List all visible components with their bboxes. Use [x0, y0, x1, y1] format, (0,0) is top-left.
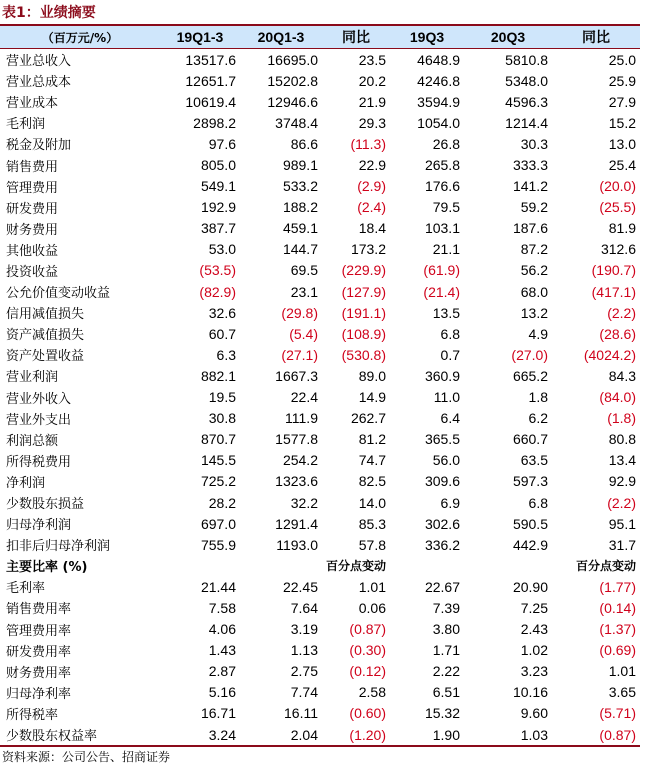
cell-value: (191.1): [341, 304, 386, 321]
cell-value: 28.2: [208, 494, 236, 511]
cell-value: 10619.4: [185, 93, 236, 110]
cell-value: 1323.6: [275, 473, 318, 490]
cell-value: 15.2: [608, 114, 636, 131]
cell-value: 144.7: [282, 241, 318, 258]
cell-value: 1.02: [520, 642, 548, 659]
cell-value: 3.65: [608, 684, 636, 701]
cell-value: 111.9: [285, 410, 318, 427]
cell-value: (2.4): [357, 199, 386, 216]
header-unit: （百万元/%）: [0, 25, 160, 49]
table-row: [0, 597, 640, 618]
cell-value: (4024.2): [583, 346, 636, 363]
table-row: [0, 260, 640, 281]
header-20q3: 20Q3: [464, 25, 552, 49]
table-row: [0, 640, 640, 661]
cell-value: (82.9): [199, 283, 236, 300]
cell-value: 6.9: [440, 494, 460, 511]
cell-value: 2.04: [240, 724, 322, 746]
cell-value: 1577.8: [275, 431, 318, 448]
cell-value: (0.69): [599, 642, 636, 659]
ratio-note-right: 百分点变动: [575, 559, 636, 574]
table-row: [0, 661, 640, 682]
table-row: [0, 239, 640, 260]
cell-value: 5810.8: [505, 51, 548, 68]
cell-value: 16695.0: [267, 51, 318, 68]
table-title: 表1：业绩摘要: [2, 5, 96, 21]
cell-value: 13.5: [432, 304, 460, 321]
cell-value: 365.5: [424, 431, 460, 448]
cell-value: 459.1: [282, 220, 318, 237]
row-label: 毛利润: [6, 117, 46, 133]
cell-value: 6.3: [216, 346, 236, 363]
cell-value: (108.9): [341, 325, 386, 342]
cell-value: (0.60): [349, 705, 386, 722]
cell-value: 56.2: [520, 262, 548, 279]
cell-value: 265.8: [424, 157, 460, 174]
cell-value: 442.9: [512, 536, 548, 553]
cell-value: 29.3: [358, 114, 386, 131]
cell-value: 103.1: [424, 220, 460, 237]
cell-value: 387.7: [200, 220, 236, 237]
cell-value: 989.1: [282, 157, 318, 174]
cell-value: 665.2: [512, 367, 548, 384]
cell-value: 92.9: [608, 473, 636, 490]
table-row: [0, 387, 640, 408]
cell-value: (5.4): [289, 325, 318, 342]
cell-value: 89.0: [358, 367, 386, 384]
table-row: [0, 133, 640, 154]
cell-value: 1.01: [608, 663, 636, 680]
header-row: [0, 25, 640, 49]
cell-value: 1193.0: [276, 536, 318, 553]
cell-value: 1667.3: [275, 367, 318, 384]
table-row: [0, 70, 640, 91]
cell-value: 7.25: [520, 599, 548, 616]
cell-value: (1.77): [599, 578, 636, 595]
cell-value: 262.7: [350, 410, 386, 427]
cell-value: 590.5: [512, 515, 548, 532]
cell-value: 22.9: [358, 157, 386, 174]
cell-value: (229.9): [341, 262, 386, 279]
row-label: 营业总成本: [6, 75, 72, 91]
row-label: 研发费用率: [6, 644, 72, 660]
cell-value: 13.4: [608, 452, 636, 469]
row-label: 信用减值损失: [6, 307, 85, 323]
cell-value: 302.6: [424, 515, 460, 532]
cell-value: (2.9): [357, 178, 386, 195]
cell-value: 3.23: [520, 663, 548, 680]
cell-value: 79.5: [432, 199, 460, 216]
cell-value: 13517.6: [185, 51, 236, 68]
table-row: [0, 492, 640, 513]
cell-value: 1.01: [358, 578, 386, 595]
cell-value: 1.8: [528, 389, 548, 406]
cell-value: (11.3): [350, 135, 386, 152]
cell-value: 21.44: [200, 578, 236, 595]
table-row: [0, 176, 640, 197]
table-row: [0, 534, 640, 555]
table-row: [0, 197, 640, 218]
cell-value: 26.8: [432, 135, 460, 152]
cell-value: 3748.4: [275, 114, 318, 131]
cell-value: 188.2: [282, 199, 318, 216]
cell-value: 30.8: [208, 410, 236, 427]
cell-value: 192.9: [200, 199, 236, 216]
cell-value: 25.9: [608, 72, 636, 89]
cell-value: 9.60: [520, 705, 548, 722]
cell-value: 697.0: [200, 515, 236, 532]
cell-value: 27.9: [608, 93, 636, 110]
cell-value: 15202.8: [267, 72, 318, 89]
row-label: 营业利润: [6, 370, 59, 386]
cell-value: 1214.4: [505, 114, 548, 131]
cell-value: 7.64: [290, 599, 318, 616]
table-row: [0, 218, 640, 239]
cell-value: 10.16: [512, 684, 548, 701]
cell-value: (1.20): [322, 724, 390, 746]
row-label: 其他收益: [6, 243, 59, 259]
cell-value: (61.9): [423, 262, 460, 279]
cell-value: 84.3: [608, 367, 636, 384]
row-label: 营业总收入: [6, 54, 72, 70]
cell-value: (28.6): [599, 325, 636, 342]
table-row: [0, 429, 640, 450]
cell-value: (27.1): [281, 346, 318, 363]
cell-value: 5.16: [208, 684, 236, 701]
cell-value: (0.87): [552, 724, 640, 746]
cell-value: 81.9: [608, 220, 636, 237]
cell-value: 59.2: [520, 199, 548, 216]
cell-value: 11.0: [433, 389, 460, 406]
cell-value: 1.71: [432, 642, 460, 659]
cell-value: (2.2): [607, 304, 636, 321]
table-row: [0, 91, 640, 112]
table-row: [0, 408, 640, 429]
cell-value: (2.2): [607, 494, 636, 511]
cell-value: 755.9: [200, 536, 236, 553]
row-label: 研发费用: [6, 201, 59, 217]
cell-value: (20.0): [599, 178, 636, 195]
cell-value: 882.1: [200, 367, 236, 384]
cell-value: (0.87): [349, 621, 386, 638]
row-label: 管理费用率: [6, 623, 72, 639]
cell-value: (84.0): [599, 389, 636, 406]
cell-value: 14.0: [358, 494, 386, 511]
row-label: 所得税费用: [6, 454, 72, 470]
cell-value: 4.06: [208, 621, 236, 638]
cell-value: 187.6: [512, 220, 548, 237]
cell-value: 660.7: [512, 431, 548, 448]
cell-value: 16.71: [200, 705, 236, 722]
cell-value: 3.19: [290, 621, 318, 638]
cell-value: 86.6: [290, 135, 318, 152]
cell-value: (27.0): [511, 346, 548, 363]
cell-value: (417.1): [591, 283, 636, 300]
cell-value: 74.7: [358, 452, 386, 469]
cell-value: 597.3: [512, 473, 548, 490]
ratio-section-header: [0, 555, 640, 576]
row-label: 管理费用: [6, 180, 59, 196]
header-20q1-3: 20Q1-3: [240, 25, 322, 49]
cell-value: 60.7: [208, 325, 236, 342]
cell-value: 57.8: [358, 536, 386, 553]
row-label: 少数股东权益率: [0, 724, 160, 746]
cell-value: 6.51: [432, 684, 460, 701]
cell-value: 7.58: [208, 599, 236, 616]
financial-summary-table: [0, 24, 640, 747]
cell-value: 14.9: [358, 389, 386, 406]
cell-value: 53.0: [208, 241, 236, 258]
header-19q1-3: 19Q1-3: [160, 25, 240, 49]
table-row: [0, 154, 640, 175]
cell-value: 1054.0: [417, 114, 460, 131]
cell-value: 82.5: [358, 473, 386, 490]
row-label: 扣非后归母净利润: [6, 539, 111, 555]
table-row: [0, 576, 640, 597]
cell-value: 4596.3: [505, 93, 548, 110]
cell-value: 1.13: [290, 642, 318, 659]
table-row: [0, 513, 640, 534]
cell-value: 13.2: [520, 304, 548, 321]
cell-value: 21.9: [358, 93, 386, 110]
cell-value: 1.43: [208, 642, 236, 659]
cell-value: 533.2: [282, 178, 318, 195]
cell-value: 1291.4: [275, 515, 318, 532]
cell-value: 5348.0: [505, 72, 548, 89]
cell-value: 1.03: [464, 724, 552, 746]
header-19q3: 19Q3: [390, 25, 464, 49]
row-label: 公允价值变动收益: [6, 286, 111, 302]
cell-value: 309.6: [424, 473, 460, 490]
cell-value: 97.6: [208, 135, 236, 152]
row-label: 营业外收入: [6, 391, 72, 407]
table-row: [0, 302, 640, 323]
cell-value: 2.75: [290, 663, 318, 680]
table-row: [0, 450, 640, 471]
row-label: 投资收益: [6, 264, 59, 280]
cell-value: 1.90: [390, 724, 464, 746]
cell-value: 32.2: [290, 494, 318, 511]
cell-value: 20.90: [512, 578, 548, 595]
cell-value: 3.24: [160, 724, 240, 746]
cell-value: 85.3: [358, 515, 386, 532]
cell-value: 20.2: [358, 72, 386, 89]
cell-value: 63.5: [520, 452, 548, 469]
cell-value: (127.9): [341, 283, 386, 300]
cell-value: 7.39: [432, 599, 460, 616]
cell-value: 870.7: [200, 431, 236, 448]
row-label: 资产处置收益: [6, 349, 85, 365]
cell-value: 176.6: [424, 178, 460, 195]
cell-value: 6.8: [528, 494, 548, 511]
cell-value: 15.32: [424, 705, 460, 722]
source-note: 资料来源：公司公告、招商证券: [2, 750, 171, 764]
table-row: [0, 471, 640, 492]
cell-value: 68.0: [520, 283, 548, 300]
cell-value: 80.8: [608, 431, 636, 448]
cell-value: 4648.9: [417, 51, 460, 68]
cell-value: (190.7): [591, 262, 636, 279]
cell-value: 6.4: [440, 410, 460, 427]
cell-value: 0.7: [440, 346, 460, 363]
table-row: [0, 619, 640, 640]
table-row: [0, 682, 640, 703]
table-row: [0, 281, 640, 302]
cell-value: 725.2: [200, 473, 236, 490]
row-label: 利润总额: [6, 433, 59, 449]
cell-value: 2.43: [520, 621, 548, 638]
cell-value: 23.5: [358, 51, 386, 68]
cell-value: 30.3: [520, 135, 548, 152]
cell-value: 336.2: [424, 536, 460, 553]
ratio-section-label: 主要比率 (%): [6, 560, 88, 576]
cell-value: (0.12): [349, 663, 386, 680]
cell-value: 4246.8: [417, 72, 460, 89]
header-yoy-1: 同比: [322, 25, 390, 49]
cell-value: 87.2: [520, 241, 548, 258]
cell-value: 25.0: [608, 51, 636, 68]
table-row: [0, 49, 640, 71]
cell-value: 18.4: [358, 220, 386, 237]
table-row: [0, 323, 640, 344]
cell-value: (25.5): [599, 199, 636, 216]
row-label: 归母净利率: [6, 686, 72, 702]
ratio-note-left: 百分点变动: [326, 559, 387, 574]
cell-value: 95.1: [608, 515, 636, 532]
cell-value: 0.06: [358, 599, 386, 616]
row-label: 归母净利润: [6, 518, 72, 534]
cell-value: 25.4: [608, 157, 636, 174]
cell-value: 141.2: [512, 178, 548, 195]
cell-value: 173.2: [350, 241, 386, 258]
row-label: 净利润: [6, 475, 46, 491]
cell-value: 31.7: [608, 536, 636, 553]
cell-value: 13.0: [608, 135, 636, 152]
table-row: [0, 112, 640, 133]
cell-value: 3594.9: [417, 93, 460, 110]
cell-value: 2.22: [432, 663, 460, 680]
row-label: 营业外支出: [6, 412, 72, 428]
cell-value: (53.5): [199, 262, 236, 279]
cell-value: 56.0: [432, 452, 460, 469]
cell-value: 22.4: [290, 389, 318, 406]
cell-value: 360.9: [424, 367, 460, 384]
cell-value: (29.8): [281, 304, 318, 321]
table-row: [0, 724, 640, 746]
cell-value: (5.71): [599, 705, 636, 722]
cell-value: (0.30): [349, 642, 386, 659]
row-label: 财务费用率: [6, 665, 72, 681]
cell-value: 254.2: [282, 452, 318, 469]
row-label: 少数股东损益: [6, 497, 85, 513]
row-label: 毛利率: [6, 581, 46, 597]
cell-value: (21.4): [423, 283, 460, 300]
cell-value: (0.14): [599, 599, 636, 616]
cell-value: 12651.7: [185, 72, 236, 89]
table-row: [0, 703, 640, 724]
cell-value: 21.1: [432, 241, 460, 258]
cell-value: 69.5: [290, 262, 318, 279]
row-label: 税金及附加: [6, 138, 72, 154]
cell-value: (1.8): [607, 410, 636, 427]
cell-value: 4.9: [528, 325, 548, 342]
row-label: 资产减值损失: [6, 328, 85, 344]
cell-value: 22.45: [282, 578, 318, 595]
cell-value: 805.0: [200, 157, 236, 174]
row-label: 所得税率: [6, 707, 59, 723]
cell-value: 3.80: [432, 621, 460, 638]
cell-value: 22.67: [424, 578, 460, 595]
cell-value: 2.87: [208, 663, 236, 680]
row-label: 营业成本: [6, 96, 59, 112]
row-label: 销售费用率: [6, 602, 72, 618]
cell-value: 2.58: [358, 684, 386, 701]
table-row: [0, 344, 640, 365]
row-label: 财务费用: [6, 222, 59, 238]
cell-value: (1.37): [599, 621, 636, 638]
cell-value: 6.2: [528, 410, 548, 427]
row-label: 销售费用: [6, 159, 59, 175]
cell-value: 81.2: [358, 431, 386, 448]
cell-value: 32.6: [208, 304, 236, 321]
cell-value: 16.11: [284, 705, 318, 722]
table-row: [0, 365, 640, 386]
cell-value: 2898.2: [193, 114, 236, 131]
cell-value: 19.5: [208, 389, 236, 406]
cell-value: 6.8: [440, 325, 460, 342]
cell-value: 312.6: [600, 241, 636, 258]
cell-value: 12946.6: [267, 93, 318, 110]
header-yoy-2: 同比: [552, 25, 640, 49]
cell-value: 7.74: [290, 684, 318, 701]
cell-value: 145.5: [200, 452, 236, 469]
cell-value: (530.8): [341, 346, 386, 363]
cell-value: 23.1: [290, 283, 318, 300]
cell-value: 549.1: [200, 178, 236, 195]
cell-value: 333.3: [512, 157, 548, 174]
